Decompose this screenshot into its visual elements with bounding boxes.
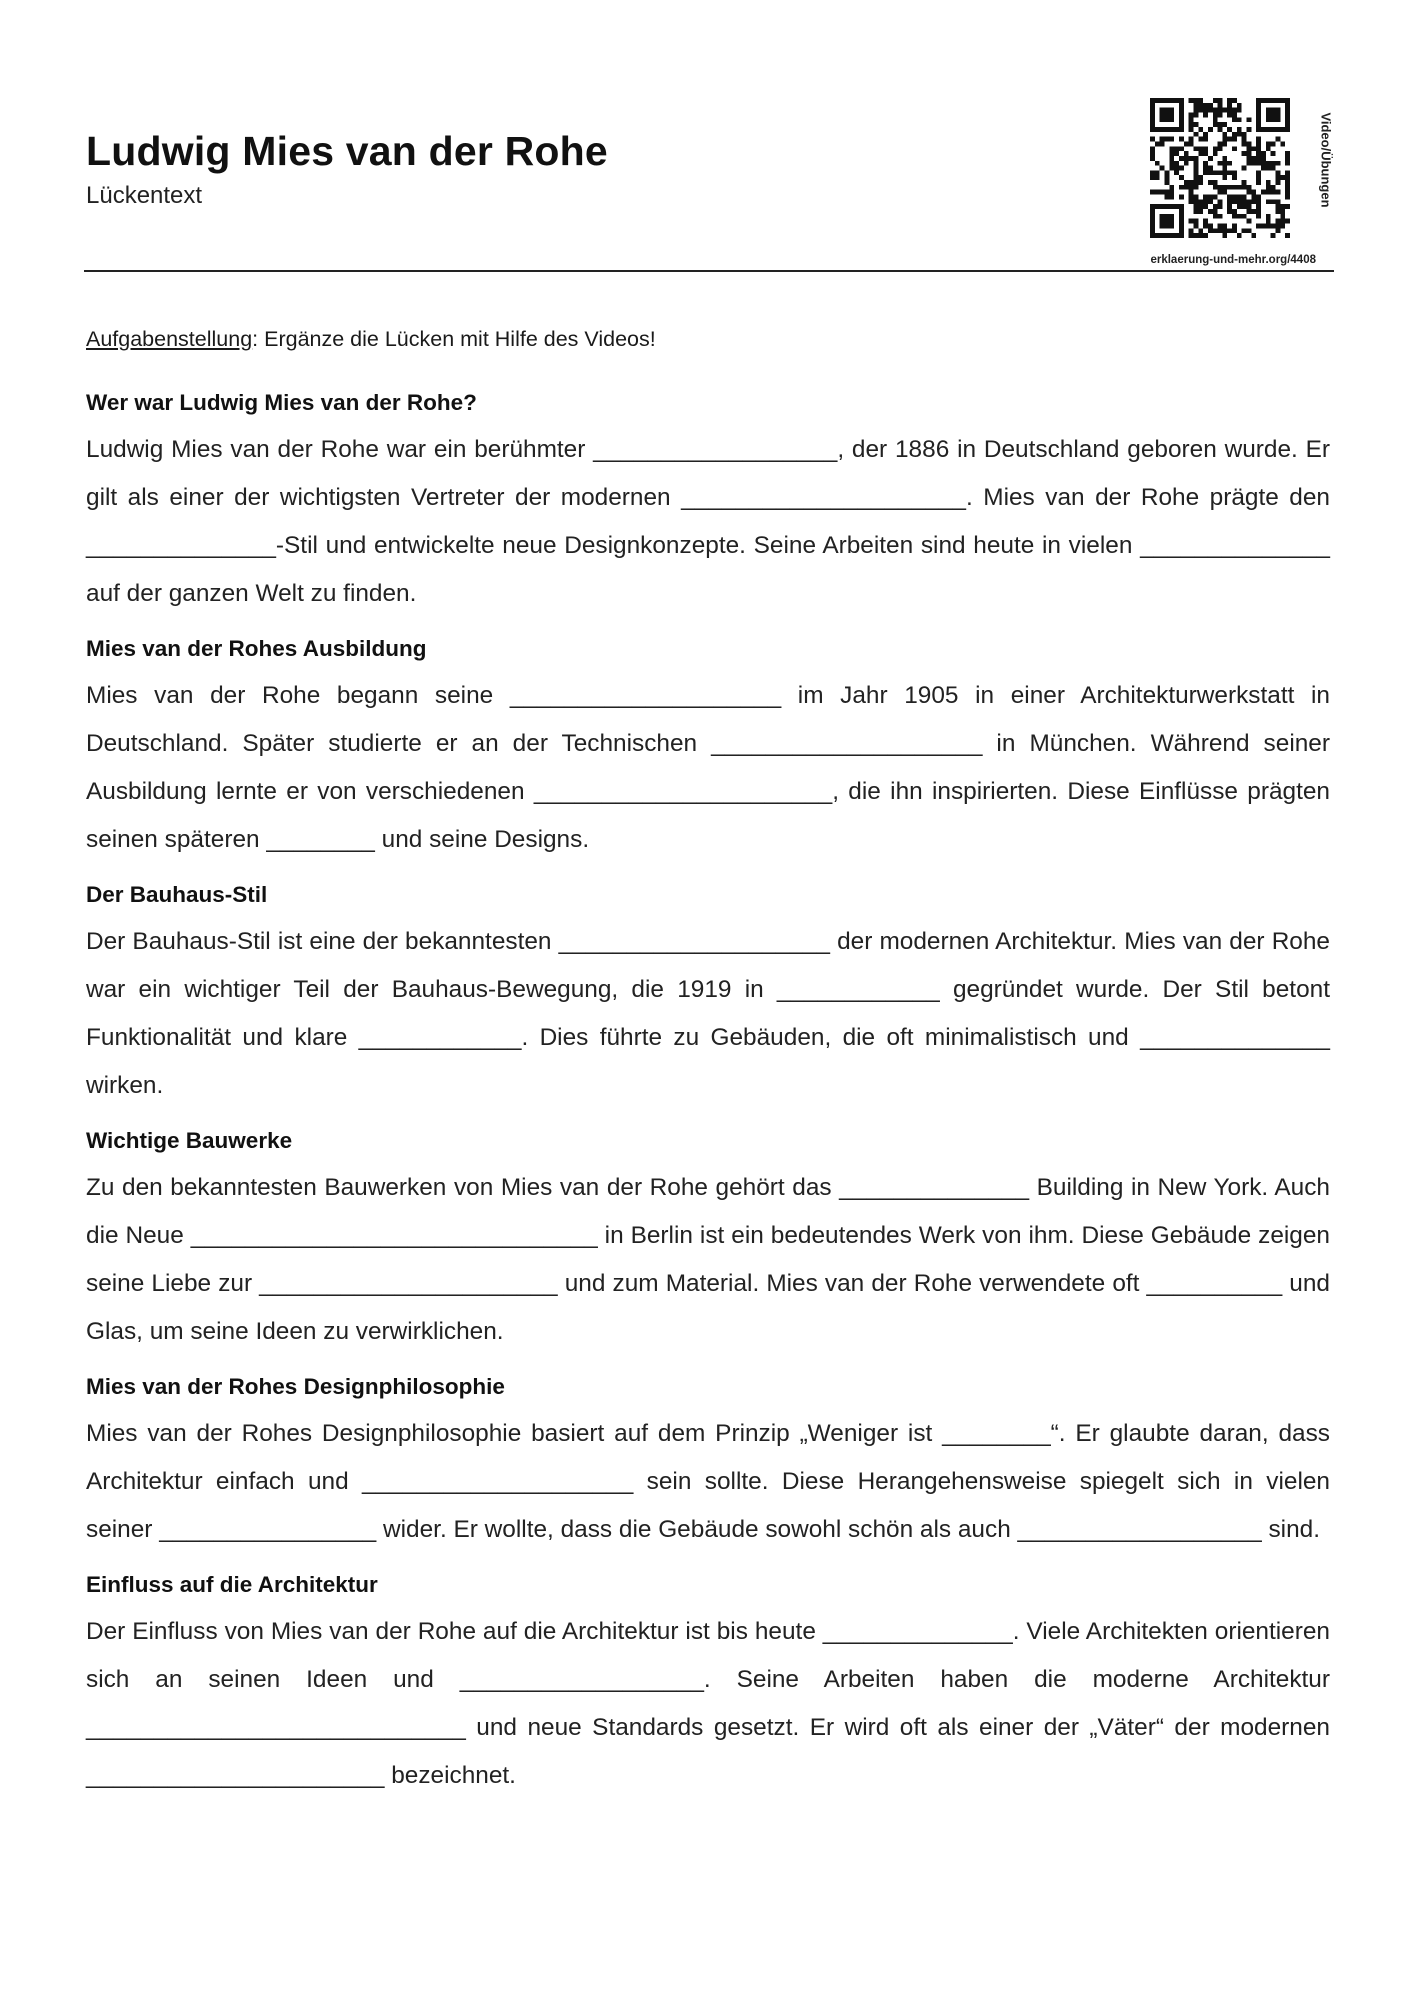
section-text: Ludwig Mies van der Rohe war ein berühmter __________________, der 1886 in Deutschland geboren wurde. Er gilt als einer der wichtigsten Vertreter der modernen _____________________. Mies van der Rohe prägte den ______________-Stil und entwickelte neue Designkonzepte. Seine Arbeiten sind heute in vielen ______________ auf der ganzen Welt zu finden. — [86, 436, 1330, 607]
task-text: : Ergänze die Lücken mit Hilfe des Videos! — [252, 327, 656, 351]
section-bauhaus — [86, 878, 1330, 1110]
section-philosophy — [86, 1370, 1330, 1554]
section-heading: Wer war Ludwig Mies van der Rohe? — [86, 390, 477, 415]
qr-code-icon[interactable] — [1150, 98, 1290, 238]
section-buildings — [86, 1124, 1330, 1356]
section-text: Der Einfluss von Mies van der Rohe auf die Architektur ist bis heute ______________. Viele Architekten orientieren sich an seinen Ideen und __________________. Seine Arbeiten haben die moderne Architektur ____________________________ und neue Standards gesetzt. Er wird oft als einer der „Väter“ der modernen ______________________ bezeichnet. — [86, 1618, 1330, 1789]
section-heading: Einfluss auf die Architektur — [86, 1572, 378, 1597]
section-text: Mies van der Rohe begann seine ____________________ im Jahr 1905 in einer Architekturwerkstatt in Deutschland. Später studierte er an der Technischen ____________________ in München. Während seiner Ausbildung lernte er von verschiedenen ______________________, die ihn inspirierten. Diese Einflüsse prägten seinen späteren ________ und seine Designs. — [86, 682, 1330, 853]
section-education — [86, 632, 1330, 864]
section-text: Zu den bekanntesten Bauwerken von Mies van der Rohe gehört das ______________ Building in New York. Auch die Neue ______________________________ in Berlin ist ein bedeutendes Werk von ihm. Diese Gebäude zeigen seine Liebe zur ______________________ und zum Material. Mies van der Rohe verwendete oft __________ und Glas, um seine Ideen zu verwirklichen. — [86, 1174, 1330, 1345]
section-heading: Mies van der Rohes Designphilosophie — [86, 1374, 505, 1399]
section-heading: Der Bauhaus-Stil — [86, 882, 268, 907]
video-exercises-label: Video/Übungen — [1318, 112, 1334, 208]
header-divider — [84, 270, 1334, 272]
page-subtitle: Lückentext — [86, 182, 203, 209]
worksheet-content — [86, 320, 1330, 1814]
section-text: Mies van der Rohes Designphilosophie basiert auf dem Prinzip „Weniger ist ________“. Er glaubte daran, dass Architektur einfach und ____________________ sein sollte. Diese Herangehensweise spiegelt sich in vielen seiner ________________ wider. Er wollte, dass die Gebäude sowohl schön als auch __________________ sind. — [86, 1420, 1330, 1543]
task-label: Aufgabenstellung — [86, 327, 253, 351]
task-instruction — [86, 320, 1330, 358]
section-heading: Wichtige Bauwerke — [86, 1128, 293, 1153]
section-influence — [86, 1568, 1330, 1800]
section-text: Der Bauhaus-Stil ist eine der bekanntesten ____________________ der modernen Architektur. Mies van der Rohe war ein wichtiger Teil der Bauhaus-Bewegung, die 1919 in ____________ gegründet wurde. Der Stil betont Funktionalität und klare ____________. Dies führte zu Gebäuden, die oft minimalistisch und ______________ wirken. — [86, 928, 1330, 1099]
source-url: erklaerung-und-mehr.org/4408 — [1150, 254, 1316, 266]
page-title: Ludwig Mies van der Rohe — [86, 128, 608, 174]
section-heading: Mies van der Rohes Ausbildung — [86, 636, 427, 661]
qr-code-modules — [1150, 98, 1290, 238]
section-who — [86, 386, 1330, 618]
